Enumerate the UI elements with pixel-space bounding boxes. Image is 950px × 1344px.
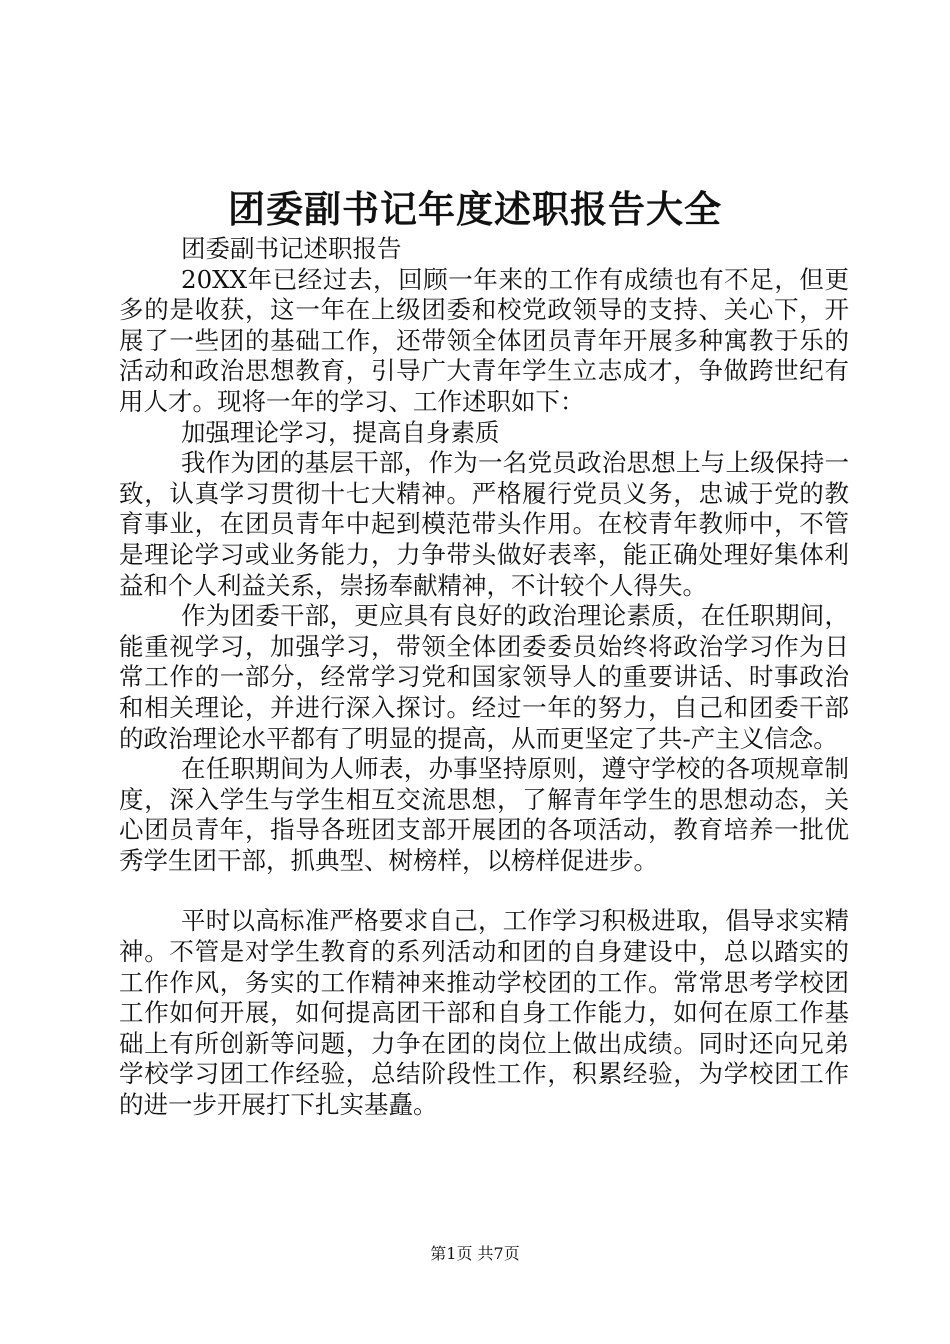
paragraph-high-standards: 平时以高标准严格要求自己，工作学习积极进取，倡导求实精神。不管是对学生教育的系列活动和团的自身建设中，总以踏实的工作作风，务实的工作精神来推动学校团的工作。常常思考学校团工作如何开展，如何提高团干部和自身工作能力，如何在原工作基础上有所创新等问题，力争在团的岗位上做出成绩。同时还向兄弟学校学习团工作经验，总结阶段性工作，积累经验，为学校团工作的进一步开展打下扎实基矗。 [119,906,849,1120]
paragraph-intro: 20XX年已经过去，回顾一年来的工作有成绩也有不足，但更多的是收获，这一年在上级团委和校党政领导的支持、关心下，开展了一些团的基础工作，还带领全体团员青年开展多种寓教于乐的活动和政治思想教育，引导广大青年学生立志成才，争做跨世纪有用人才。现将一年的学习、工作述职如下： [119,264,849,416]
page-number: 第1页 共7页 [430,1244,520,1263]
document-body [119,234,849,1121]
document-title: 团委副书记年度述职报告大全 [228,187,722,231]
report-subtitle: 团委副书记述职报告 [181,234,402,263]
section-heading: 加强理论学习，提高自身素质 [181,417,500,447]
paragraph-theory-study: 作为团委干部，更应具有良好的政治理论素质，在任职期间，能重视学习，加强学习，带领全体团委委员始终将政治学习作为日常工作的一部分，经常学习党和国家领导人的重要讲话、时事政治和相关理论，并进行深入探讨。经过一年的努力，自己和团委干部的政治理论水平都有了明显的提高，从而更坚定了共-产主义信念。 [119,601,849,753]
paragraph-role-model: 在任职期间为人师表，办事坚持原则，遵守学校的各项规章制度，深入学生与学生相互交流思想，了解青年学生的思想动态，关心团员青年，指导各班团支部开展团的各项活动，教育培养一批优秀学生团干部，抓典型、树榜样，以榜样促进步。 [119,754,849,875]
paragraph-political-alignment: 我作为团的基层干部，作为一名党员政治思想上与上级保持一致，认真学习贯彻十七大精神。严格履行党员义务，忠诚于党的教育事业，在团员青年中起到模范带头作用。在校青年教师中，不管是理论学习或业务能力，力争带头做好表率，能正确处理好集体利益和个人利益关系，崇扬奉献精神，不计较个人得失。 [119,448,849,600]
